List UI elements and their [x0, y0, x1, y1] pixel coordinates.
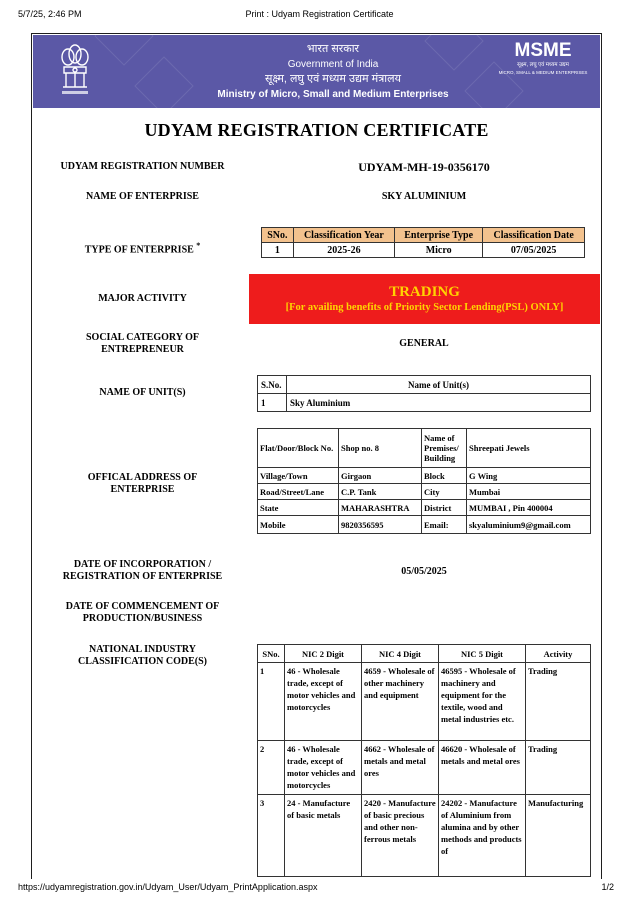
nic-cell: 46595 - Wholesale of machinery and equipment for the textile, wood and metal industries etc.	[439, 663, 526, 741]
unit-header-name: Name of Unit(s)	[287, 376, 591, 394]
print-datetime: 5/7/25, 2:46 PM	[18, 9, 82, 19]
type-header-sno: SNo.	[262, 228, 294, 243]
hindi-ministry-label: सूक्ष्म, लघु एवं मध्यम उद्यम मंत्रालय	[265, 73, 401, 85]
english-ministry-label: Ministry of Micro, Small and Medium Enterprises	[217, 89, 449, 100]
incorporation-label: DATE OF INCORPORATION / REGISTRATION OF ENTERPRISE	[62, 559, 223, 582]
nic-cell: 3	[258, 795, 285, 877]
print-page-title: Print : Udyam Registration Certificate	[245, 9, 394, 19]
government-banner	[33, 35, 600, 108]
unit-cell-name: Sky Aluminium	[287, 394, 591, 412]
nic-cell: 4659 - Wholesale of other machinery and equipment	[362, 663, 439, 741]
district-value: MUMBAI , Pin 400004	[467, 500, 591, 516]
msme-logo-text: MSME	[514, 40, 572, 61]
village-value: Girgaon	[339, 468, 422, 484]
ministry-title	[163, 42, 503, 103]
enterprise-type-label	[40, 240, 245, 256]
type-cell-type: Micro	[395, 243, 483, 258]
incorporation-date: 05/05/2025	[401, 566, 447, 577]
address-table	[257, 428, 591, 534]
nic-cell: 46 - Wholesale trade, except of motor vehicles and motorcycles	[285, 663, 362, 741]
nic-cell: Manufacturing	[526, 795, 591, 877]
nic-cell: 24 - Manufacture of basic metals	[285, 795, 362, 877]
unit-table	[257, 375, 591, 412]
reg-number-value: UDYAM-MH-19-0356170	[358, 160, 490, 174]
type-cell-date: 07/05/2025	[483, 243, 585, 258]
mobile-value: 9820356595	[339, 516, 422, 534]
nic-cell: 2420 - Manufacture of basic precious and other non-ferrous metals	[362, 795, 439, 877]
type-header-year: Classification Year	[293, 228, 394, 243]
nic-cell: 46 - Wholesale trade, except of motor vehicles and motorcycles	[285, 741, 362, 795]
major-activity-note: [For availing benefits of Priority Sector Lending(PSL) ONLY]	[285, 302, 564, 313]
print-footer	[0, 882, 639, 896]
type-cell-sno: 1	[262, 243, 294, 258]
nic-label: NATIONAL INDUSTRY CLASSIFICATION CODE(S)	[77, 644, 207, 667]
road-value: C.P. Tank	[339, 484, 422, 500]
state-value: MAHARASHTRA	[339, 500, 422, 516]
city-value: Mumbai	[467, 484, 591, 500]
mobile-label: Mobile	[258, 516, 339, 534]
enterprise-type-label-text: TYPE OF ENTERPRISE	[84, 244, 194, 256]
nic-cell: 24202 - Manufacture of Aluminium from alumina and by other methods and products of	[439, 795, 526, 877]
nic-header-sno: SNo.	[258, 645, 285, 663]
village-label: Village/Town	[258, 468, 339, 484]
msme-logo-hindi: सूक्ष्म, लघु एवं मध्यम उद्यम	[517, 62, 569, 68]
nic-header-4digit: NIC 4 Digit	[362, 645, 439, 663]
block-label: Block	[422, 468, 467, 484]
table-row	[258, 741, 591, 795]
nic-header-5digit: NIC 5 Digit	[439, 645, 526, 663]
premises-value: Shreepati Jewels	[467, 429, 591, 468]
major-activity-label: MAJOR ACTIVITY	[98, 293, 187, 304]
enterprise-type-table	[261, 227, 585, 258]
email-value: skyaluminium9@gmail.com	[467, 516, 591, 534]
nic-header-2digit: NIC 2 Digit	[285, 645, 362, 663]
road-label: Road/Street/Lane	[258, 484, 339, 500]
type-cell-year: 2025-26	[293, 243, 394, 258]
unit-cell-sno: 1	[258, 394, 287, 412]
flat-value: Shop no. 8	[339, 429, 422, 468]
premises-label: Name of Premises/ Building	[422, 429, 467, 468]
table-row	[258, 795, 591, 877]
major-activity-value: TRADING	[389, 284, 460, 300]
certificate-title: UDYAM REGISTRATION CERTIFICATE	[144, 120, 489, 140]
flat-label: Flat/Door/Block No.	[258, 429, 339, 468]
reg-number-label: UDYAM REGISTRATION NUMBER	[60, 161, 225, 172]
email-label: Email:	[422, 516, 467, 534]
enterprise-type-asterisk: *	[196, 241, 201, 250]
msme-logo-english: MICRO, SMALL & MEDIUM ENTERPRISES	[498, 70, 588, 75]
print-url: https://udyamregistration.gov.in/Udyam_User/Udyam_PrintApplication.aspx	[18, 882, 318, 892]
nic-cell: 4662 - Wholesale of metals and metal ores	[362, 741, 439, 795]
msme-logo	[497, 41, 589, 91]
block-value: G Wing	[467, 468, 591, 484]
nic-cell: Trading	[526, 741, 591, 795]
city-label: City	[422, 484, 467, 500]
social-category-label: SOCIAL CATEGORY OF ENTREPRENEUR	[86, 332, 199, 355]
nic-table	[257, 644, 591, 877]
unit-name-label: NAME OF UNIT(S)	[99, 387, 186, 398]
major-activity-box	[249, 274, 600, 324]
table-row	[258, 663, 591, 741]
address-label: OFFICAL ADDRESS OF ENTERPRISE	[87, 472, 198, 495]
district-label: District	[422, 500, 467, 516]
english-govt-label: Government of India	[287, 59, 379, 70]
nic-cell: 2	[258, 741, 285, 795]
type-header-date: Classification Date	[483, 228, 585, 243]
state-label: State	[258, 500, 339, 516]
ashoka-emblem-icon	[56, 41, 94, 99]
unit-header-sno: S.No.	[258, 376, 287, 394]
nic-cell: 46620 - Wholesale of metals and metal ores	[439, 741, 526, 795]
enterprise-name-label: NAME OF ENTERPRISE	[86, 191, 199, 202]
social-category-value: GENERAL	[399, 338, 449, 349]
nic-cell: Trading	[526, 663, 591, 741]
nic-header-activity: Activity	[526, 645, 591, 663]
type-header-type: Enterprise Type	[395, 228, 483, 243]
print-page-number: 1/2	[601, 882, 614, 892]
hindi-govt-label: भारत सरकार	[306, 43, 360, 55]
commencement-label: DATE OF COMMENCEMENT OF PRODUCTION/BUSINESS	[65, 601, 220, 624]
nic-cell: 1	[258, 663, 285, 741]
enterprise-name-value: SKY ALUMINIUM	[381, 191, 467, 202]
print-header	[0, 9, 639, 23]
